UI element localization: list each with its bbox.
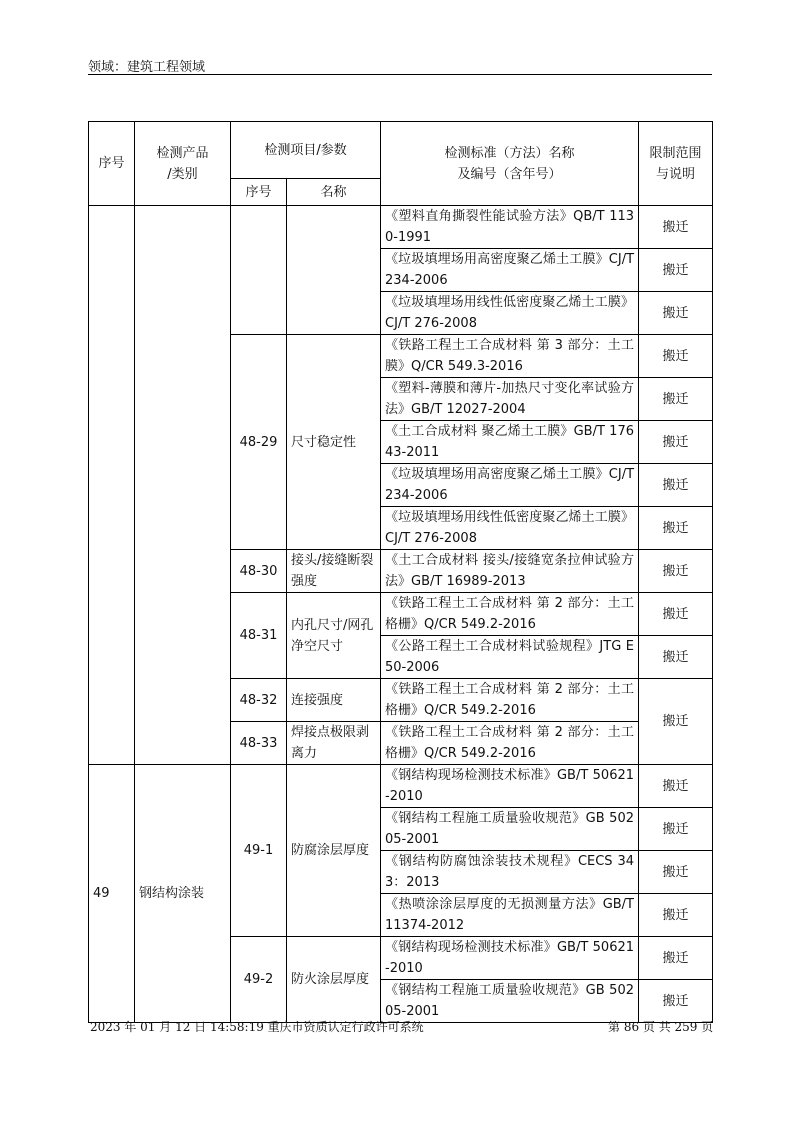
- col-head-standard: 检测标准（方法）名称 及编号（含年号）: [381, 122, 639, 206]
- standard-cell: 《钢结构现场检测技术标准》GB/T 50621-2010: [381, 765, 639, 808]
- standard-cell: 《塑料直角撕裂性能试验方法》QB/T 1130-1991: [381, 206, 639, 249]
- page-header-domain: 领域：建筑工程领域: [88, 60, 206, 75]
- standard-cell: 《土工合成材料 聚乙烯土工膜》GB/T 17643-2011: [381, 421, 639, 464]
- limit-cell: 搬迁: [639, 464, 713, 507]
- limit-cell: 搬迁: [639, 249, 713, 292]
- item-name: 接头/接缝断裂强度: [287, 550, 381, 593]
- item-seq: 48-30: [231, 550, 287, 593]
- item-name: 尺寸稳定性: [287, 335, 381, 550]
- item-seq-cont: [231, 206, 287, 335]
- standard-cell: 《钢结构工程施工质量验收规范》GB 50205-2001: [381, 980, 639, 1023]
- limit-cell-merged: 搬迁: [639, 679, 713, 765]
- group49-product: 钢结构涂装: [135, 765, 231, 1023]
- standard-cell: 《垃圾填埋场用高密度聚乙烯土工膜》CJ/T 234-2006: [381, 249, 639, 292]
- standard-cell: 《垃圾填埋场用高密度聚乙烯土工膜》CJ/T 234-2006: [381, 464, 639, 507]
- limit-cell: 搬迁: [639, 765, 713, 808]
- footer-timestamp-system: 2023 年 01 月 12 日 14:58:19 重庆市资质认定行政许可系统: [90, 1020, 424, 1034]
- col-head-seq: 序号: [89, 122, 135, 206]
- limit-cell: 搬迁: [639, 550, 713, 593]
- item-name: 内孔尺寸/网孔净空尺寸: [287, 593, 381, 679]
- limit-cell: 搬迁: [639, 636, 713, 679]
- item-seq: 49-1: [231, 765, 287, 937]
- limit-cell: 搬迁: [639, 851, 713, 894]
- item-seq: 49-2: [231, 937, 287, 1023]
- limit-cell: 搬迁: [639, 507, 713, 550]
- limit-cell: 搬迁: [639, 593, 713, 636]
- col-head-item-name: 名称: [287, 179, 381, 206]
- standard-cell: 《钢结构防腐蚀涂装技术规程》CECS 343：2013: [381, 851, 639, 894]
- limit-cell: 搬迁: [639, 980, 713, 1023]
- group49-seq: 49: [89, 765, 135, 1023]
- group48-seq-cell: [89, 206, 135, 765]
- standards-table: [88, 121, 713, 1023]
- item-seq: 48-33: [231, 722, 287, 765]
- col-head-item-seq: 序号: [231, 179, 287, 206]
- limit-cell: 搬迁: [639, 378, 713, 421]
- limit-cell: 搬迁: [639, 937, 713, 980]
- footer-page-number: 第 86 页 共 259 页: [608, 1020, 714, 1034]
- standard-cell: 《钢结构工程施工质量验收规范》GB 50205-2001: [381, 808, 639, 851]
- item-seq: 48-29: [231, 335, 287, 550]
- item-name: 防腐涂层厚度: [287, 765, 381, 937]
- limit-cell: 搬迁: [639, 808, 713, 851]
- standard-cell: 《垃圾填埋场用线性低密度聚乙烯土工膜》CJ/T 276-2008: [381, 292, 639, 335]
- standard-cell: 《塑料-薄膜和薄片-加热尺寸变化率试验方法》GB/T 12027-2004: [381, 378, 639, 421]
- limit-cell: 搬迁: [639, 335, 713, 378]
- standard-cell: 《铁路工程土工合成材料 第 2 部分：土工格栅》Q/CR 549.2-2016: [381, 593, 639, 636]
- header-rule: [88, 74, 712, 75]
- item-name: 连接强度: [287, 679, 381, 722]
- standard-cell: 《铁路工程土工合成材料 第 2 部分：土工格栅》Q/CR 549.2-2016: [381, 679, 639, 722]
- limit-cell: 搬迁: [639, 421, 713, 464]
- col-head-limit: 限制范围 与说明: [639, 122, 713, 206]
- item-seq: 48-32: [231, 679, 287, 722]
- col-head-product: 检测产品 /类别: [135, 122, 231, 206]
- standard-cell: 《钢结构现场检测技术标准》GB/T 50621-2010: [381, 937, 639, 980]
- standard-cell: 《公路工程土工合成材料试验规程》JTG E50-2006: [381, 636, 639, 679]
- standard-cell: 《热喷涂涂层厚度的无损测量方法》GB/T 11374-2012: [381, 894, 639, 937]
- item-name: 焊接点极限剥离力: [287, 722, 381, 765]
- group48-product-cell: [135, 206, 231, 765]
- limit-cell: 搬迁: [639, 292, 713, 335]
- limit-cell: 搬迁: [639, 206, 713, 249]
- item-seq: 48-31: [231, 593, 287, 679]
- item-name-cont: [287, 206, 381, 335]
- col-head-item-param: 检测项目/参数: [231, 122, 381, 179]
- standard-cell: 《铁路工程土工合成材料 第 3 部分：土工膜》Q/CR 549.3-2016: [381, 335, 639, 378]
- limit-cell: 搬迁: [639, 894, 713, 937]
- standard-cell: 《土工合成材料 接头/接缝宽条拉伸试验方法》GB/T 16989-2013: [381, 550, 639, 593]
- item-name: 防火涂层厚度: [287, 937, 381, 1023]
- standard-cell: 《铁路工程土工合成材料 第 2 部分：土工格栅》Q/CR 549.2-2016: [381, 722, 639, 765]
- standard-cell: 《垃圾填埋场用线性低密度聚乙烯土工膜》CJ/T 276-2008: [381, 507, 639, 550]
